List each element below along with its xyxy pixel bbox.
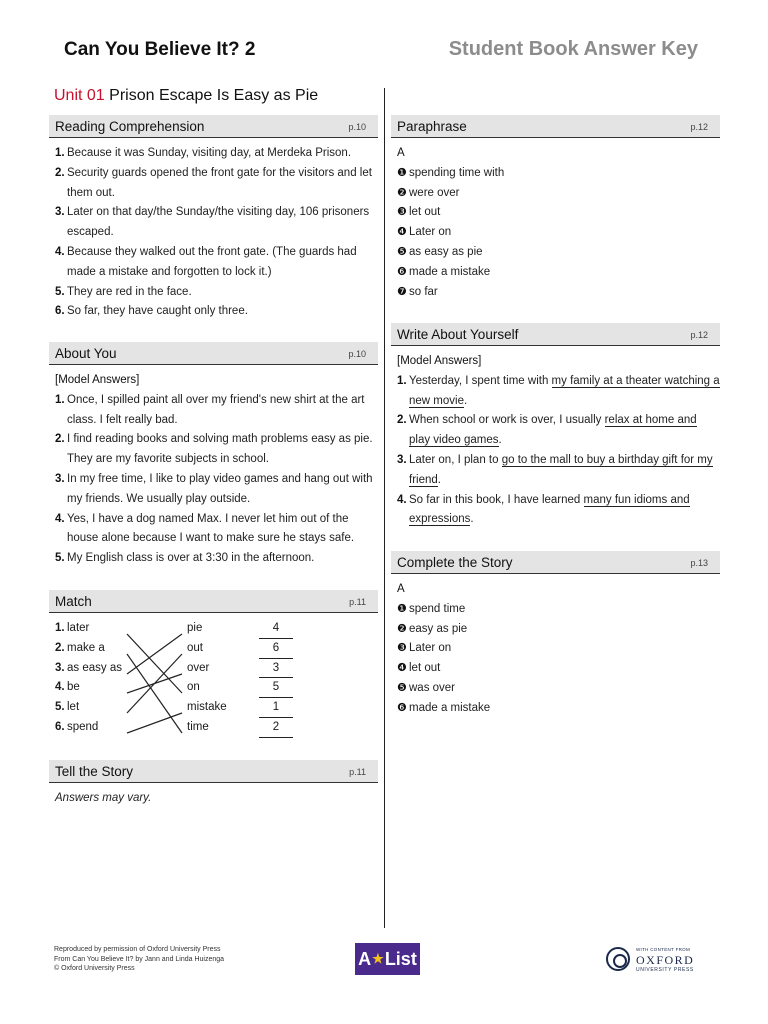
match-right-item: on <box>187 681 200 694</box>
match-left-item <box>55 659 135 679</box>
item-number: 1. <box>55 393 65 406</box>
item-text: Later on <box>409 226 452 239</box>
circled-number-icon: ❹ <box>397 226 407 239</box>
item-number: 2. <box>55 166 65 179</box>
answer-blank: 4 <box>259 619 293 639</box>
list-item <box>397 164 720 184</box>
unit-number: Unit 01 <box>54 87 105 104</box>
item-number: 2. <box>55 641 65 654</box>
circled-number-icon: ❶ <box>397 602 407 615</box>
list-item <box>397 699 720 719</box>
item-text: Yes, I have a dog named Max. I never let him out of the house alone because I want to make sure he stays safe. <box>67 512 355 545</box>
item-text: So far, they have caught only three. <box>67 305 248 318</box>
item-text: Security guards opened the front gate for the visitors and let them out. <box>67 166 372 199</box>
item-text: In my free time, I like to play video games and hang out with my friends. We usually play outside. <box>67 472 373 505</box>
circled-number-icon: ❻ <box>397 701 407 714</box>
item-text: Because they walked out the front gate. (The guards had made a mistake and forgotten to lock it.) <box>67 245 357 278</box>
item-text: spend time <box>409 602 466 615</box>
match-left-item <box>55 718 135 738</box>
section-title: Complete the Story <box>397 555 513 570</box>
oxford-tagline: WITH CONTENT FROM <box>636 947 691 952</box>
oxford-seal-icon <box>606 947 630 971</box>
oxford-wordmark: OXFORD <box>636 953 695 967</box>
tell-the-story-section <box>49 760 378 809</box>
match-right-item: over <box>187 661 210 674</box>
answer-blank: 5 <box>259 678 293 698</box>
item-text: let out <box>409 662 441 675</box>
list-item <box>397 639 720 659</box>
item-number: 4. <box>55 245 65 258</box>
item-number: 4. <box>55 512 65 525</box>
match-right-item: out <box>187 641 203 654</box>
section-body <box>391 138 720 302</box>
credit-line: From Can You Believe It? by Jann and Linda Huizenga <box>54 955 225 963</box>
section-header <box>391 115 720 138</box>
unit-heading <box>54 87 318 105</box>
circled-number-icon: ❷ <box>397 186 407 199</box>
punctuation: . <box>498 434 502 447</box>
write-about-yourself-section <box>391 323 720 530</box>
circled-number-icon: ❷ <box>397 622 407 635</box>
match-left-item <box>55 619 135 639</box>
item-text: Later on that day/the Sunday/the visiting day, 106 prisoners escaped. <box>67 206 370 239</box>
list-item <box>397 223 720 243</box>
section-page: p.11 <box>349 597 366 607</box>
item-text: Later on <box>409 642 452 655</box>
write-list <box>397 372 720 530</box>
match-right-items <box>187 619 247 738</box>
section-header <box>49 342 378 365</box>
list-item <box>55 510 378 550</box>
item-text: spend <box>67 720 99 733</box>
item-number: 5. <box>55 285 65 298</box>
footer-credits <box>54 945 224 974</box>
list-item <box>397 491 720 531</box>
model-answer: relax at home and play video games <box>409 414 697 447</box>
star-icon: ★ <box>372 951 384 966</box>
item-number: 2. <box>55 433 65 446</box>
oxford-logo <box>606 946 701 976</box>
item-number: 6. <box>55 305 65 318</box>
list-item <box>55 302 378 322</box>
item-number: 4. <box>55 681 65 694</box>
match-line <box>127 634 182 674</box>
list-item <box>397 620 720 640</box>
circled-number-icon: ❸ <box>397 642 407 655</box>
item-number: 3. <box>55 206 65 219</box>
section-body <box>391 574 720 719</box>
item-text: I find reading books and solving math problems easy as pie. They are my favorite subjects in school. <box>67 433 373 466</box>
item-number: 2. <box>397 414 407 427</box>
model-answers-label: [Model Answers] <box>397 355 482 367</box>
column-divider <box>384 88 385 928</box>
section-title: Match <box>55 594 92 609</box>
section-page: p.13 <box>690 558 708 568</box>
item-text: were over <box>409 186 460 199</box>
item-text: be <box>67 681 80 694</box>
list-item <box>55 164 378 204</box>
section-page: p.12 <box>690 122 708 132</box>
item-number: 5. <box>55 701 65 714</box>
unit-title: Prison Escape Is Easy as Pie <box>109 87 319 104</box>
model-answers-label: [Model Answers] <box>55 374 140 386</box>
credit-line: © Oxford University Press <box>54 965 135 972</box>
prompt-text: Yesterday, I spent time with <box>409 374 552 387</box>
list-item <box>397 372 720 412</box>
about-list <box>55 391 378 569</box>
list-item <box>55 430 378 470</box>
item-number: 1. <box>55 147 65 159</box>
section-title: Reading Comprehension <box>55 119 205 134</box>
section-title: About You <box>55 346 117 361</box>
item-text: let out <box>409 206 441 219</box>
item-number: 1. <box>55 622 65 634</box>
prompt-text: So far in this book, I have learned <box>409 493 584 506</box>
section-page: p.10 <box>348 349 366 359</box>
answer-key-title: Student Book Answer Key <box>448 38 698 60</box>
section-title: Paraphrase <box>397 119 467 134</box>
circled-number-icon: ❹ <box>397 662 407 675</box>
answer-blank: 3 <box>259 659 293 679</box>
item-text: They are red in the face. <box>67 285 192 298</box>
item-text: was over <box>409 681 456 694</box>
match-right-item: pie <box>187 622 203 634</box>
list-item <box>397 263 720 283</box>
reading-comprehension-section <box>49 115 378 322</box>
match-answers <box>259 619 293 738</box>
list-item <box>397 451 720 491</box>
punctuation: . <box>463 394 468 407</box>
circled-number-icon: ❸ <box>397 206 407 219</box>
section-header <box>49 115 378 138</box>
section-header <box>49 590 378 613</box>
item-number: 4. <box>397 493 407 506</box>
section-header <box>49 760 378 783</box>
model-answer: my family at a theater watching a new movie <box>409 374 720 407</box>
item-number: 5. <box>55 552 65 565</box>
circled-number-icon: ❺ <box>397 681 407 694</box>
item-text: later <box>67 622 90 634</box>
item-text: Once, I spilled paint all over my friend's new shirt at the art class. I felt really bad. <box>67 393 365 426</box>
item-text: make a <box>67 641 105 654</box>
item-text: easy as pie <box>409 622 468 635</box>
a-list-logo <box>355 943 420 975</box>
match-left-items <box>55 619 135 738</box>
model-answer: many fun idioms and expressions <box>409 493 690 526</box>
answer-blank: 2 <box>259 718 293 738</box>
part-label: A <box>397 147 405 159</box>
list-item <box>55 243 378 283</box>
section-page: p.11 <box>349 767 366 777</box>
circled-number-icon: ❺ <box>397 245 407 258</box>
paraphrase-section <box>391 115 720 302</box>
prompt-text: When school or work is over, I usually <box>409 414 605 427</box>
section-page: p.12 <box>690 330 708 340</box>
book-title: Can You Believe It? 2 <box>64 39 256 60</box>
item-number: 3. <box>55 472 65 485</box>
section-body <box>49 138 378 322</box>
list-item <box>397 659 720 679</box>
item-text: let <box>67 701 80 714</box>
item-text: spending time with <box>409 166 505 179</box>
match-left-item <box>55 639 135 659</box>
section-header <box>391 323 720 346</box>
punctuation: . <box>437 473 441 486</box>
paraphrase-list <box>397 164 720 303</box>
item-number: 3. <box>397 453 407 466</box>
item-number: 6. <box>55 720 65 733</box>
answer-blank: 1 <box>259 698 293 718</box>
match-section <box>49 590 378 733</box>
list-item <box>55 470 378 510</box>
part-label: A <box>397 583 405 595</box>
model-answer: go to the mall to buy a birthday gift for my friend <box>409 453 713 486</box>
list-item <box>397 679 720 699</box>
match-line <box>127 654 182 733</box>
match-right-item: time <box>187 720 209 733</box>
match-left-item <box>55 678 135 698</box>
circled-number-icon: ❶ <box>397 166 407 179</box>
section-page: p.10 <box>348 122 366 132</box>
section-title: Tell the Story <box>55 764 134 779</box>
circled-number-icon: ❼ <box>397 285 407 298</box>
complete-list <box>397 600 720 719</box>
list-item <box>397 411 720 451</box>
section-body <box>49 365 378 569</box>
list-item <box>55 144 378 164</box>
list-item <box>55 203 378 243</box>
section-header <box>391 551 720 574</box>
item-text: as easy as <box>67 661 122 674</box>
answer-blank: 6 <box>259 639 293 659</box>
logo-word: List <box>384 948 417 969</box>
match-body <box>49 613 378 733</box>
item-text: as easy as pie <box>409 245 483 258</box>
list-item <box>397 283 720 303</box>
list-item <box>397 243 720 263</box>
list-item <box>397 600 720 620</box>
match-left-item <box>55 698 135 718</box>
list-item <box>397 184 720 204</box>
section-title: Write About Yourself <box>397 327 519 342</box>
item-text: My English class is over at 3:30 in the afternoon. <box>67 552 315 565</box>
answers-note: Answers may vary. <box>55 792 152 804</box>
list-item <box>55 391 378 431</box>
section-body <box>49 783 378 809</box>
item-text: made a mistake <box>409 265 491 278</box>
circled-number-icon: ❻ <box>397 265 407 278</box>
logo-letter: A <box>358 948 372 969</box>
list-item <box>397 203 720 223</box>
prompt-text: Later on, I plan to <box>409 453 502 466</box>
item-text: so far <box>409 285 438 298</box>
complete-the-story-section <box>391 551 720 719</box>
credit-line: Reproduced by permission of Oxford University Press <box>54 946 221 953</box>
match-right-item: mistake <box>187 701 227 714</box>
oxford-press: UNIVERSITY PRESS <box>636 967 694 973</box>
list-item <box>55 283 378 303</box>
item-number: 3. <box>55 661 65 674</box>
section-body <box>391 346 720 530</box>
item-number: 1. <box>397 374 407 387</box>
list-item <box>55 549 378 569</box>
about-you-section <box>49 342 378 569</box>
punctuation: . <box>470 513 474 526</box>
item-text: Because it was Sunday, visiting day, at Merdeka Prison. <box>67 147 352 159</box>
item-text: made a mistake <box>409 701 491 714</box>
match-line <box>127 713 182 733</box>
